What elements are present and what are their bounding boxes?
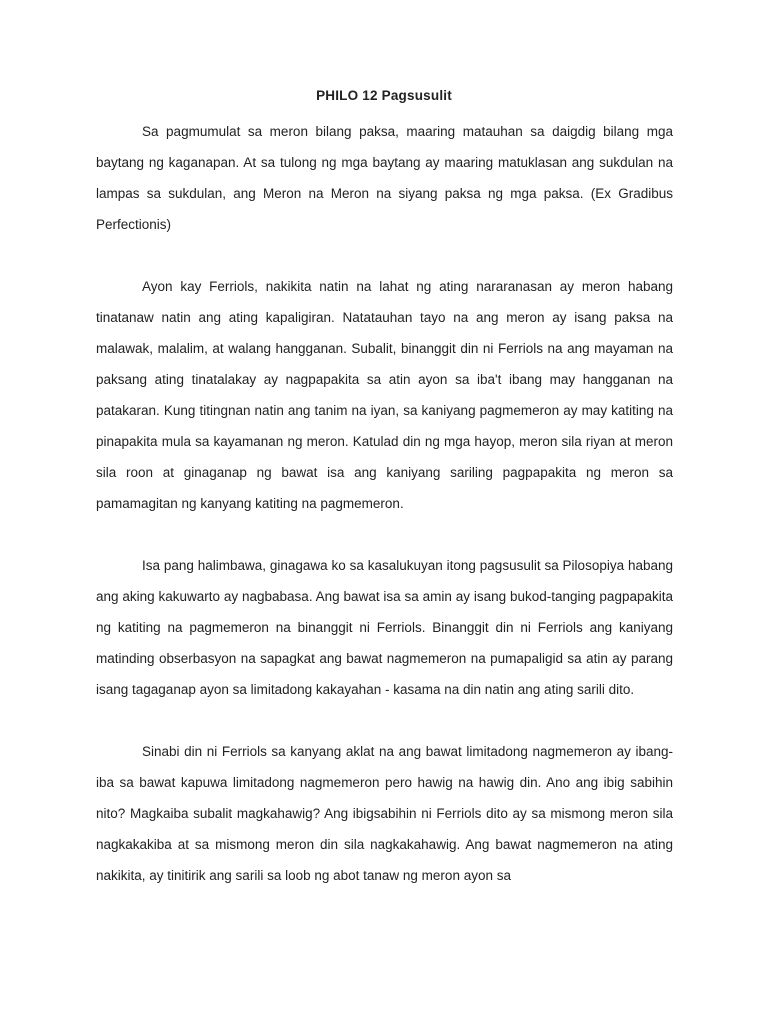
paragraph-1: Sa pagmumulat sa meron bilang paksa, maaring matauhan sa daigdig bilang mga baytang ng kaganapan. At sa tulong ng mga baytang ay maaring matuklasan ang sukdulan na lampas sa sukdulan, ang Meron na Meron na siyang paksa ng mga paksa. (Ex Gradibus Perfectionis) (96, 124, 673, 232)
document-title: PHILO 12 Pagsusulit (316, 88, 452, 103)
paragraph-3: Isa pang halimbawa, ginagawa ko sa kasalukuyan itong pagsusulit sa Pilosopiya habang ang aking kakuwarto ay nagbabasa. Ang bawat isa sa amin ay isang bukod-tanging pagpapakita ng katiting na pagmemeron na binanggit ni Ferriols. Binanggit din ni Ferriols ang kaniyang matinding obserbasyon na sapagkat ang bawat nagmemeron na pumapaligid sa atin ay parang isang tagaganap ayon sa limitadong kakayahan - kasama na din natin ang ating sarili dito. (96, 558, 673, 697)
paragraph-2: Ayon kay Ferriols, nakikita natin na lahat ng ating nararanasan ay meron habang tinatanaw natin ang ating kapaligiran. Natatauhan tayo na ang meron ay isang paksa na malawak, malalim, at walang hangganan. Subalit, binanggit din ni Ferriols na ang mayaman na paksang ating tinatalakay ay nagpapakita sa atin ayon sa iba't ibang may hangganan na patakaran. Kung titingnan natin ang tanim na iyan, sa kaniyang pagmemeron ay may katiting na pinapakita mula sa kayamanan ng meron. Katulad din ng mga hayop, meron sila riyan at meron sila roon at ginaganap ng bawat isa ang kaniyang sariling pagpapakita ng meron sa pamamagitan ng kanyang katiting na pagmemeron. (96, 279, 673, 511)
document-body (96, 116, 673, 891)
paragraph-4: Sinabi din ni Ferriols sa kanyang aklat na ang bawat limitadong nagmemeron ay ibang-iba sa bawat kapuwa limitadong nagmemeron pero hawig na hawig din. Ano ang ibig sabihin nito? Magkaiba subalit magkahawig? Ang ibigsabihin ni Ferriols dito ay sa mismong meron sila nagkakakiba at sa mismong meron din sila nagkakahawig. Ang bawat nagmemeron na ating nakikita, ay tinitirik ang sarili sa loob ng abot tanaw ng meron ayon sa (96, 744, 673, 883)
